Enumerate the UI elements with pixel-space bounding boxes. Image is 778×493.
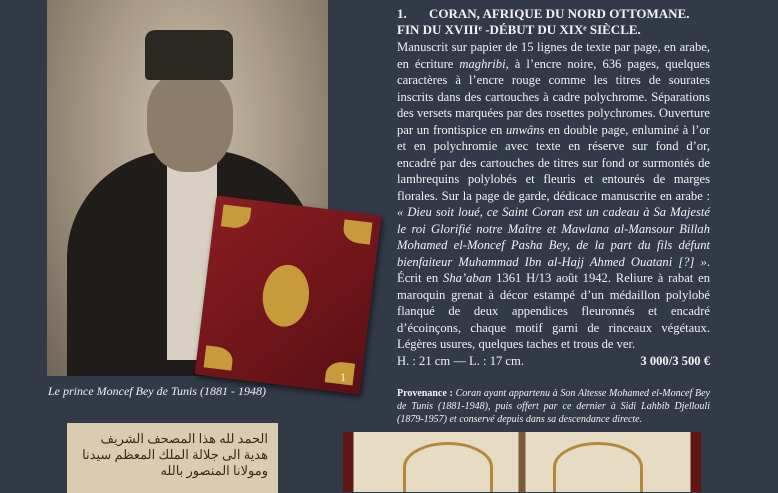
corner-ornament (342, 219, 372, 244)
desc-text: . Écrit en (397, 254, 710, 285)
quran-binding-image (195, 196, 382, 395)
portrait-face (147, 72, 233, 172)
portrait-fez (145, 30, 233, 80)
desc-italic: unwâns (505, 122, 545, 137)
title-line: FIN DU XVIIIᵉ -DÉBUT DU XIXᵉ SIÈCLE. (397, 22, 641, 37)
dimensions: H. : 21 cm — L. : 17 cm. (397, 353, 524, 368)
desc-italic: maghribi (459, 56, 506, 71)
lot-marker: 1 (340, 370, 346, 384)
dimensions-row (397, 353, 710, 370)
estimate-price: 3 000/3 500 € (640, 353, 710, 368)
photo-caption: Le prince Moncef Bey de Tunis (1881 - 1948) (48, 384, 266, 398)
provenance (397, 387, 710, 426)
frontispiece-ornament (553, 442, 643, 492)
manuscript-page-image (67, 423, 278, 493)
desc-text: 1361 H/13 août 1942. Reliure à rabat en maroquin grenat à décor estampé d’un médaillon polylobé flanqué de deux appendices fleuronnés et encadré d’écoinçons, chaque motif garni de rinceaux végétaux. Légères usures, quelques taches et trous de ver. (397, 271, 710, 351)
desc-italic: Sha’aban (443, 271, 492, 285)
dedication-quote: « Dieu soit loué, ce Saint Coran est un cadeau à Sa Majesté le roi Glorifié notre Maître et Mawlana al-Mansour Billah Mohamed el-Moncef Pasha Bey, de la part du fils défunt bienfaiteur Muhammad Ibn al-Hajj Ahmed Ouatani [?] » (397, 205, 710, 269)
corner-ornament (204, 345, 234, 370)
frontispiece-ornament (403, 442, 493, 492)
lot-description (397, 6, 710, 426)
lot-title (397, 6, 710, 38)
desc-text: en double page, enluminé à l’or et en polychromie avec texte en réserve sur fond d’or, encadré par des cartouches de titres sur fond or surmontés de lambrequins polylobés et fleuris et entourés de marges florales. Sur la page de garde, dédicace manuscrite en arabe : (397, 122, 710, 203)
desc-text: Manuscrit sur papier de 15 lignes de texte par page, en arabe, en écriture (397, 40, 710, 71)
desc-text: , à l’encre noire, 636 pages, quelques caractères à l’encre rouge comme les titres de sourates inscrits dans des cartouches à cadre polychrome. Séparations des versets marquées par des rosettes polychromes. Ouverture par un frontispice en (397, 56, 710, 137)
description-body (397, 39, 710, 353)
corner-ornament (221, 204, 251, 229)
open-quran-image (343, 432, 701, 492)
lot-number: 1. (397, 6, 407, 21)
provenance-text: Coran ayant appartenu à Son Altesse Mohamed el-Moncef Bey de Tunis (1881-1948), puis offert par ce dernier à Sidi Lahbib Djellouli (1879-1957) et conservé depuis dans sa descendance directe. (397, 388, 710, 425)
title-line: CORAN, AFRIQUE DU NORD OTTOMANE. (429, 6, 690, 21)
provenance-label: Provenance : (397, 388, 453, 399)
manuscript-text: الحمد لله هذا المصحف الشريف هدية الى جلالة الملك المعظم سيدنا ومولانا المنصور بالله (82, 431, 268, 478)
medallion-ornament (259, 262, 312, 329)
